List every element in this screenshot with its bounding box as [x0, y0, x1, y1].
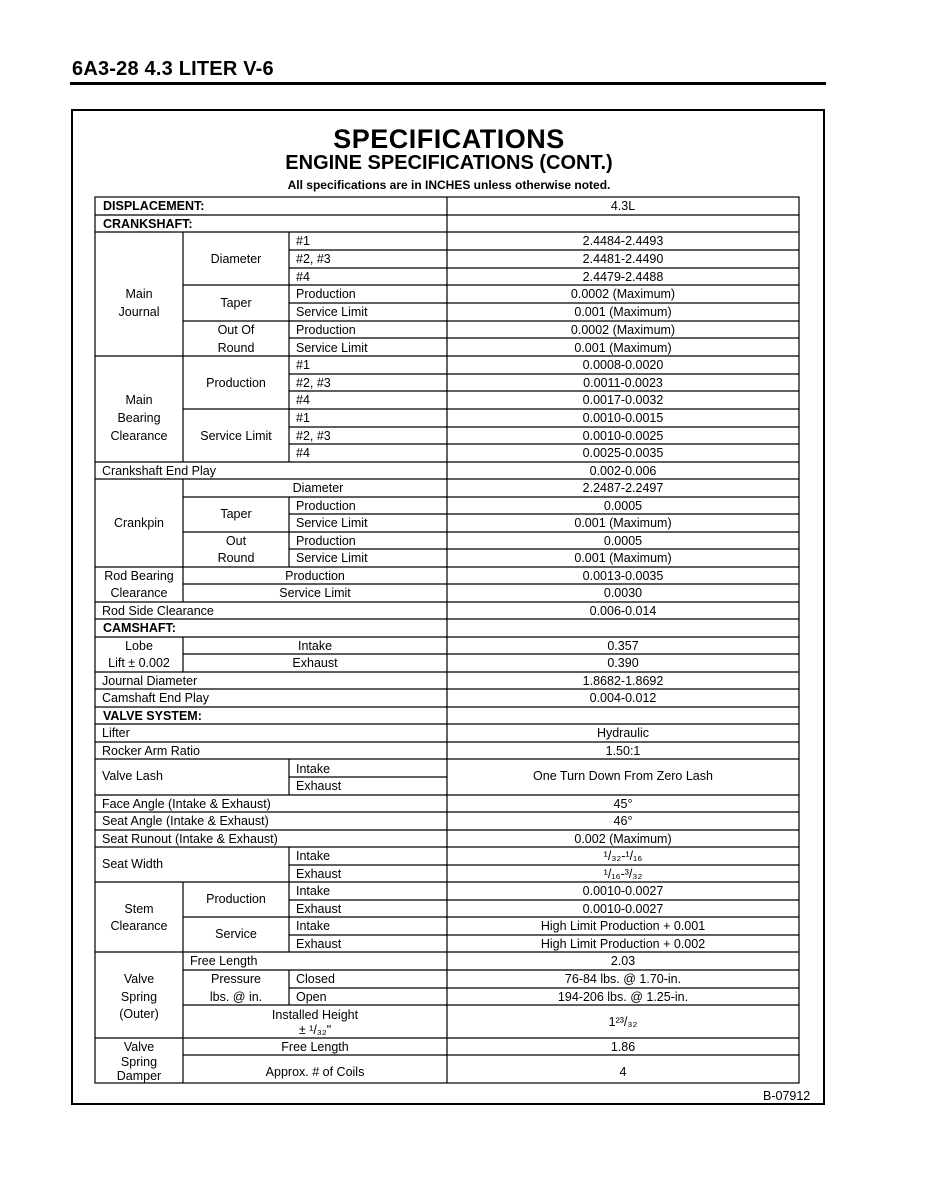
lobe-lift-label-2: Lift ± 0.002: [108, 656, 170, 670]
mbc-prod-value-2: 0.0011-0.0023: [583, 376, 663, 390]
cp-outround-value-1: 0.0005: [603, 534, 643, 548]
stem-clearance-label-2: Clearance: [110, 919, 168, 933]
mj-taper-value-2: 0.001 (Maximum): [574, 305, 672, 319]
mbc-svc-value-2: 0.0010-0.0025: [582, 429, 664, 443]
mj-oor-label-1: Out Of: [217, 323, 255, 337]
page-title: SPECIFICATIONS: [333, 124, 565, 154]
camshaft-heading: CAMSHAFT:: [103, 621, 176, 635]
lobe-lift-label-1: Lobe: [125, 639, 153, 653]
seat-runout-value: 0.002 (Maximum): [574, 832, 672, 846]
damper-free-length-value: 1.86: [610, 1040, 636, 1054]
installed-height-label-2: ± ¹/₃₂": [298, 1023, 332, 1037]
stem-prod-sub-1: Intake: [296, 884, 331, 898]
spring-free-length-value: 2.03: [610, 954, 636, 968]
seat-width-sub-1: Intake: [296, 849, 331, 863]
valve-spring-label-3: (Outer): [119, 1007, 159, 1021]
mj-diameter-sub-3: #4: [296, 270, 310, 284]
lifter-value: Hydraulic: [596, 726, 650, 740]
damper-free-length-label: Free Length: [281, 1040, 349, 1054]
crank-end-play-value: 0.002-0.006: [589, 464, 657, 478]
mbc-prod-sub-1: #1: [296, 358, 310, 372]
displacement-value: 4.3L: [610, 199, 636, 213]
rod-side-clearance-value: 0.006-0.014: [589, 604, 657, 618]
lobe-lift-sub-1: Intake: [297, 639, 333, 653]
page-subtitle: ENGINE SPECIFICATIONS (CONT.): [285, 152, 613, 174]
rbc-value-2: 0.0030: [603, 586, 643, 600]
mj-oor-sub-2: Service Limit: [296, 341, 368, 355]
crankshaft-heading: CRANKSHAFT:: [103, 217, 193, 231]
valve-lash-sub-2: Exhaust: [296, 779, 342, 793]
lobe-lift-sub-2: Exhaust: [292, 656, 338, 670]
mbc-svc-sub-2: #2, #3: [296, 429, 331, 443]
journal-diameter-value: 1.8682-1.8692: [582, 674, 664, 688]
mj-diameter-value-3: 2.4479-2.4488: [582, 270, 664, 284]
cp-taper-sub-1: Production: [296, 499, 356, 513]
spring-pressure-value-2: 194-206 lbs. @ 1.25-in.: [557, 990, 689, 1004]
rod-side-clearance-label: Rod Side Clearance: [102, 604, 214, 618]
spring-pressure-label-2: lbs. @ in.: [209, 990, 263, 1004]
main-journal-label-2: Journal: [118, 305, 160, 319]
seat-width-value-2: ¹/₁₆-³/₃₂: [603, 867, 643, 881]
mj-diameter-sub-2: #2, #3: [296, 252, 331, 266]
mj-oor-sub-1: Production: [296, 323, 356, 337]
installed-height-value: 1²³/₃₂: [608, 1015, 638, 1029]
rocker-ratio-value: 1.50:1: [605, 744, 641, 758]
installed-height-label-1: Installed Height: [271, 1008, 359, 1022]
mj-taper-sub-2: Service Limit: [296, 305, 368, 319]
cp-outround-label-1: Out: [225, 534, 247, 548]
cp-taper-value-1: 0.0005: [603, 499, 643, 513]
seat-runout-label: Seat Runout (Intake & Exhaust): [102, 832, 278, 846]
mj-taper-label: Taper: [220, 296, 252, 310]
seat-angle-label: Seat Angle (Intake & Exhaust): [102, 814, 269, 828]
face-angle-label: Face Angle (Intake & Exhaust): [102, 797, 271, 811]
valve-lash-label: Valve Lash: [102, 769, 163, 783]
stem-svc-sub-2: Exhaust: [296, 937, 342, 951]
mbc-prod-sub-3: #4: [296, 393, 310, 407]
seat-width-value-1: ¹/₃₂-¹/₁₆: [603, 849, 643, 863]
mj-diameter-value-1: 2.4484-2.4493: [582, 234, 664, 248]
mbc-svc-value-1: 0.0010-0.0015: [582, 411, 664, 425]
seat-width-sub-2: Exhaust: [296, 867, 342, 881]
damper-coils-label: Approx. # of Coils: [265, 1065, 365, 1079]
crankpin-label: Crankpin: [113, 516, 165, 530]
mbc-prod-value-3: 0.0017-0.0032: [582, 393, 664, 407]
lobe-lift-value-2: 0.390: [607, 656, 639, 670]
mbc-label-3: Clearance: [110, 429, 168, 443]
stem-svc-sub-1: Intake: [296, 919, 331, 933]
spring-pressure-sub-2: Open: [296, 990, 327, 1004]
crank-end-play-label: Crankshaft End Play: [102, 464, 216, 478]
figure-code: B-07912: [763, 1089, 811, 1103]
crankpin-diameter-value: 2.2487-2.2497: [582, 481, 664, 495]
seat-angle-value: 46°: [613, 814, 633, 828]
cp-outround-value-2: 0.001 (Maximum): [574, 551, 672, 565]
rbc-sub-1: Production: [285, 569, 345, 583]
displacement-label: DISPLACEMENT:: [103, 199, 205, 213]
rbc-value-1: 0.0013-0.0035: [582, 569, 664, 583]
cp-outround-label-2: Round: [217, 551, 255, 565]
crankpin-diameter-label: Diameter: [292, 481, 344, 495]
units-note: All specifications are in INCHES unless otherwise noted.: [287, 178, 611, 192]
mj-oor-value-1: 0.0002 (Maximum): [570, 323, 676, 337]
damper-label-2: Spring: [120, 1055, 158, 1069]
damper-label-1: Valve: [123, 1040, 155, 1054]
valve-lash-sub-1: Intake: [296, 762, 331, 776]
rbc-label-1: Rod Bearing: [104, 569, 174, 583]
mj-oor-value-2: 0.001 (Maximum): [574, 341, 672, 355]
mbc-label-1: Main: [125, 393, 153, 407]
mj-diameter-sub-1: #1: [296, 234, 310, 248]
mbc-prod-value-1: 0.0008-0.0020: [582, 358, 664, 372]
cp-taper-sub-2: Service Limit: [296, 516, 368, 530]
cp-taper-value-2: 0.001 (Maximum): [574, 516, 672, 530]
stem-service-label: Service: [215, 927, 257, 941]
seat-width-label: Seat Width: [102, 857, 164, 871]
mbc-service-label: Service Limit: [200, 429, 272, 443]
cam-end-play-value: 0.004-0.012: [589, 691, 657, 705]
mj-diameter-value-2: 2.4481-2.4490: [582, 252, 664, 266]
valve-system-heading: VALVE SYSTEM:: [103, 709, 202, 723]
mbc-svc-value-3: 0.0025-0.0035: [582, 446, 664, 460]
mj-taper-value-1: 0.0002 (Maximum): [570, 287, 676, 301]
stem-prod-sub-2: Exhaust: [296, 902, 342, 916]
mbc-label-2: Bearing: [117, 411, 161, 425]
lobe-lift-value-1: 0.357: [607, 639, 639, 653]
spring-pressure-value-1: 76-84 lbs. @ 1.70-in.: [564, 972, 682, 986]
stem-svc-value-1: High Limit Production + 0.001: [540, 919, 706, 933]
mbc-prod-sub-2: #2, #3: [296, 376, 331, 390]
stem-clearance-label-1: Stem: [124, 902, 154, 916]
crankpin-taper-label: Taper: [220, 507, 252, 521]
damper-coils-value: 4: [619, 1065, 627, 1079]
cp-outround-sub-2: Service Limit: [296, 551, 368, 565]
main-journal-label-1: Main: [125, 287, 153, 301]
mj-taper-sub-1: Production: [296, 287, 356, 301]
cam-end-play-label: Camshaft End Play: [102, 691, 209, 705]
spring-pressure-sub-1: Closed: [296, 972, 335, 986]
mj-oor-label-2: Round: [217, 341, 255, 355]
cp-outround-sub-1: Production: [296, 534, 356, 548]
mbc-svc-sub-1: #1: [296, 411, 310, 425]
stem-production-label: Production: [206, 892, 266, 906]
spring-pressure-label-1: Pressure: [210, 972, 262, 986]
valve-spring-label-1: Valve: [123, 972, 155, 986]
stem-svc-value-2: High Limit Production + 0.002: [540, 937, 706, 951]
rbc-label-2: Clearance: [110, 586, 168, 600]
stem-prod-value-2: 0.0010-0.0027: [582, 902, 664, 916]
lifter-label: Lifter: [102, 726, 130, 740]
journal-diameter-label: Journal Diameter: [102, 674, 198, 688]
spring-free-length-label: Free Length: [190, 954, 258, 968]
page-header: 6A3-28 4.3 LITER V-6: [72, 58, 274, 80]
valve-lash-value: One Turn Down From Zero Lash: [533, 769, 713, 783]
stem-prod-value-1: 0.0010-0.0027: [582, 884, 664, 898]
diameter-label: Diameter: [210, 252, 262, 266]
mbc-svc-sub-3: #4: [296, 446, 310, 460]
rbc-sub-2: Service Limit: [279, 586, 351, 600]
face-angle-value: 45°: [613, 797, 633, 811]
rocker-ratio-label: Rocker Arm Ratio: [102, 744, 200, 758]
valve-spring-label-2: Spring: [120, 990, 158, 1004]
mbc-production-label: Production: [206, 376, 266, 390]
damper-label-3: Damper: [116, 1069, 162, 1083]
